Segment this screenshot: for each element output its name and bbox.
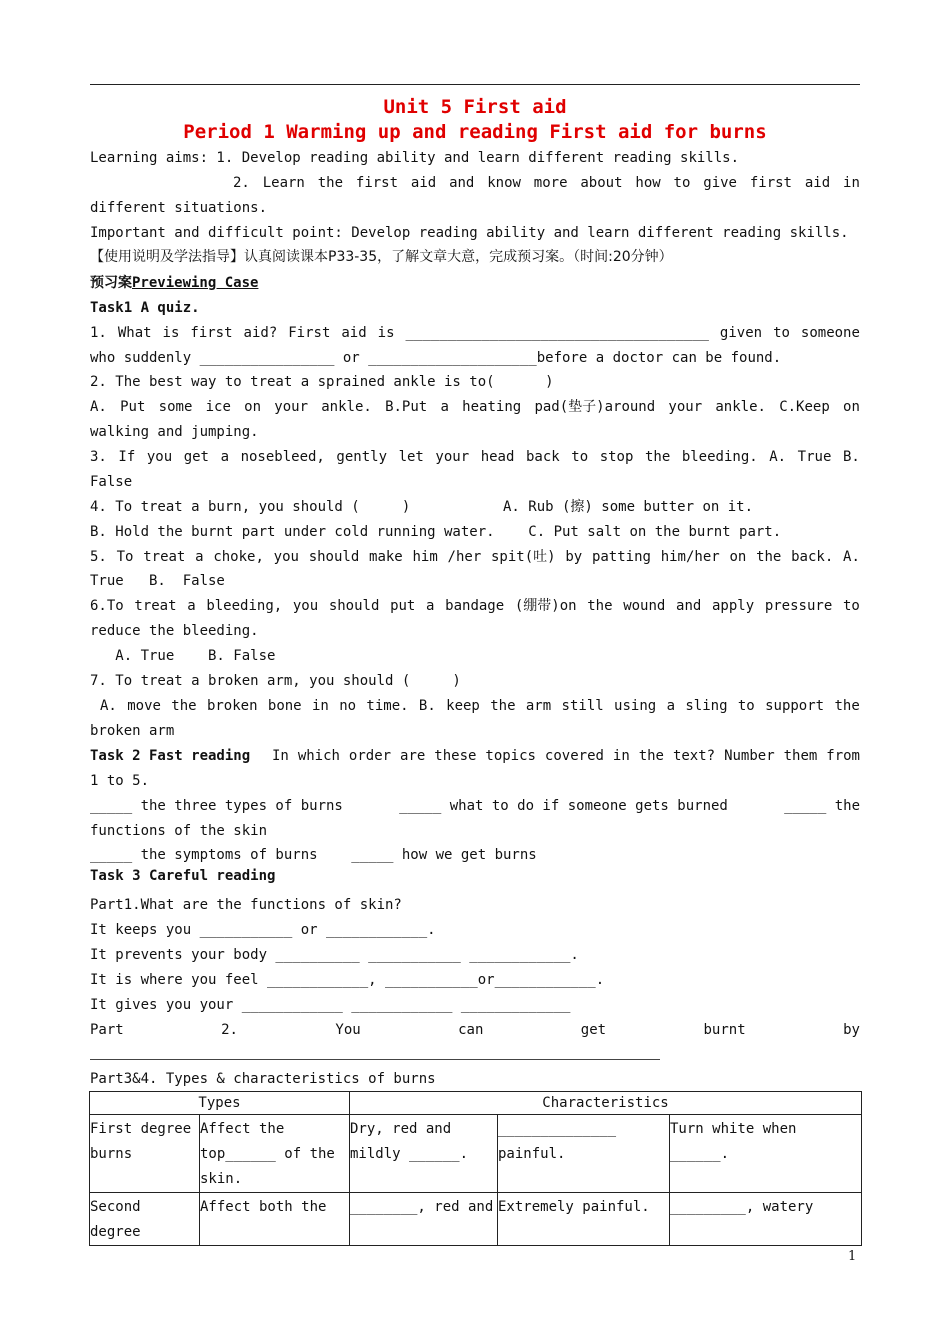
word: A. <box>100 698 117 714</box>
word: wound <box>623 598 666 614</box>
word: still <box>561 698 604 714</box>
word: First <box>288 325 331 341</box>
previewing-heading-cn: 预习案 <box>90 275 132 291</box>
word: Number <box>724 748 775 764</box>
word: to <box>842 598 860 614</box>
word: some <box>158 399 193 415</box>
task1-heading: Task1 A quiz. <box>90 300 200 316</box>
word: burnt <box>703 1022 746 1038</box>
word: on <box>244 399 262 415</box>
previewing-heading-en: Previewing Case <box>132 275 259 291</box>
word: ____________________________________ <box>405 325 709 341</box>
word: and <box>676 598 702 614</box>
word: 6.To <box>90 598 124 614</box>
important-point: Important and difficult point: Develop reading ability and learn different reading skills. <box>90 225 849 241</box>
word: A. <box>843 549 860 565</box>
word: back <box>525 449 560 465</box>
question-4-options: B. Hold the burnt part under cold running water. C. Put salt on the burnt part. <box>90 524 782 540</box>
word: 2. <box>221 1022 238 1038</box>
word: you <box>273 549 299 565</box>
word: by <box>565 549 583 565</box>
learning-aims-line1: Learning aims: 1. Develop reading ability and learn different reading skills. <box>90 150 740 166</box>
word: put <box>390 598 416 614</box>
question-7-end: broken arm <box>90 723 175 739</box>
word: let <box>398 449 424 465</box>
word: your <box>274 399 308 415</box>
question-6 <box>90 597 860 615</box>
word: choke, <box>213 549 264 565</box>
word: a <box>440 399 449 415</box>
word: to <box>571 449 589 465</box>
word: given <box>719 325 763 341</box>
word: stop <box>599 449 634 465</box>
page-number: 1 <box>848 1249 857 1264</box>
table-cell: Turn white when ______. <box>670 1115 862 1193</box>
word: bandage <box>445 598 505 614</box>
word: these <box>434 748 477 764</box>
word: on <box>729 549 747 565</box>
word: 2. <box>233 175 250 191</box>
word: should <box>328 598 380 614</box>
question-3 <box>90 448 860 466</box>
word: aid <box>341 325 367 341</box>
word: Learn <box>262 175 305 191</box>
word: What <box>117 325 152 341</box>
word: the <box>171 698 197 714</box>
skin-function-1: It keeps you ___________ or ____________. <box>90 922 436 938</box>
word: support <box>765 698 825 714</box>
word: treat <box>143 549 186 565</box>
word: bleeding, <box>206 598 283 614</box>
word: you <box>146 449 173 465</box>
word: your <box>668 399 703 415</box>
word: make <box>369 549 403 565</box>
task2-instruction <box>272 747 860 765</box>
table-row <box>90 1193 862 1246</box>
question-1-line2: who suddenly ________________ or ____________________before a doctor can be found. <box>90 350 782 366</box>
word: If <box>118 449 136 465</box>
word: a <box>195 549 204 565</box>
word: order <box>348 748 392 764</box>
task2-topics-row1 <box>90 797 860 815</box>
word: sling <box>685 698 728 714</box>
question-5-end: True B. False <box>90 573 225 589</box>
word: more <box>533 175 568 191</box>
word: how <box>635 175 661 191</box>
word: pressure <box>764 598 833 614</box>
task2-topics-row1-end: functions of the skin <box>90 823 268 839</box>
table-cell: Affect both the <box>200 1193 350 1246</box>
word: the <box>756 549 782 565</box>
word: (绷带)on <box>514 598 577 614</box>
word: Put <box>120 399 146 415</box>
word: bone <box>267 698 302 714</box>
word: bleeding. <box>681 449 758 465</box>
word: 1. <box>90 325 107 341</box>
word: 3. <box>90 449 107 465</box>
word: gently <box>336 449 387 465</box>
question-1-line1 <box>90 324 860 342</box>
question-6-end: reduce the bleeding. <box>90 623 259 639</box>
word: A. <box>769 449 787 465</box>
word: aid <box>410 175 437 191</box>
table-cell: Second degree <box>90 1193 200 1246</box>
question-7-options <box>100 697 860 715</box>
table-cell: Affect the top______ of the skin. <box>200 1115 350 1193</box>
word: is <box>162 325 180 341</box>
word: know <box>487 175 521 191</box>
task2-instruction-end: 1 to 5. <box>90 773 150 789</box>
burns-table <box>89 1091 862 1246</box>
table-cell: Extremely painful. <box>498 1193 670 1246</box>
word: _____ the three types of burns <box>90 798 343 814</box>
word: your <box>435 449 470 465</box>
word: patting <box>591 549 651 565</box>
word: ankle. <box>715 399 766 415</box>
word: covered <box>544 748 604 764</box>
word: can <box>458 1022 484 1038</box>
skin-function-3: It is where you feel ____________, ___________or____________. <box>90 972 605 988</box>
word: heating <box>462 399 522 415</box>
task2-heading: Task 2 Fast reading <box>90 748 251 764</box>
table-header-row <box>90 1092 862 1115</box>
question-5 <box>90 548 860 566</box>
word: 5. <box>90 549 107 565</box>
question-2-end: walking and jumping. <box>90 424 259 440</box>
word: in <box>311 698 329 714</box>
table-row <box>90 1115 862 1193</box>
word: apply <box>712 598 755 614</box>
word: the <box>317 175 344 191</box>
word: A. <box>90 399 107 415</box>
word: from <box>826 748 860 764</box>
word: keep <box>446 698 480 714</box>
word: should <box>308 549 360 565</box>
word: _____ what to do if someone gets burned <box>399 798 728 814</box>
word: C.Keep <box>779 399 830 415</box>
header-types: Types <box>90 1092 350 1115</box>
word: back. <box>791 549 834 565</box>
word: ankle. <box>321 399 372 415</box>
instructions: 【使用说明及学法指导】认真阅读课本P33-35，了解文章大意，完成预习案。（时间:20分钟） <box>90 249 673 265</box>
word: a <box>187 598 196 614</box>
word: him <box>412 549 438 565</box>
word: in <box>612 748 630 764</box>
learning-aims-line2 <box>233 174 860 192</box>
part2-answer-line <box>90 1059 660 1060</box>
word: a <box>220 449 229 465</box>
word: True <box>797 449 832 465</box>
word: in <box>843 175 860 191</box>
word: get <box>580 1022 607 1038</box>
word: to <box>737 698 755 714</box>
word: move <box>127 698 161 714</box>
word: by <box>843 1022 860 1038</box>
word: B. <box>418 698 436 714</box>
word: the <box>490 698 516 714</box>
word: the <box>587 598 613 614</box>
word: arm <box>525 698 552 714</box>
word: text? <box>672 748 716 764</box>
top-rule <box>90 84 860 85</box>
skin-function-4: It gives you your ____________ ____________ _____________ <box>90 997 571 1013</box>
word: To <box>116 549 134 565</box>
word: spit(吐) <box>491 549 556 565</box>
word: the <box>834 698 860 714</box>
task2-topics-row2: _____ the symptoms of burns _____ how we get burns <box>90 847 537 863</box>
table-cell: Dry, red and mildly ______. <box>350 1115 498 1193</box>
table-cell: _________, watery <box>670 1193 862 1246</box>
previewing-heading <box>90 274 258 292</box>
header-characteristics: Characteristics <box>350 1092 862 1115</box>
word: about <box>580 175 623 191</box>
word: Part <box>90 1022 124 1038</box>
word: to <box>673 175 691 191</box>
question-7: 7. To treat a broken arm, you should ( ) <box>90 673 461 689</box>
word: first <box>190 325 233 341</box>
word: and <box>449 175 475 191</box>
word: topics <box>485 748 536 764</box>
word: B.Put <box>385 399 428 415</box>
skin-function-2: It prevents your body __________ ___________ ____________. <box>90 947 579 963</box>
word: first <box>749 175 792 191</box>
word: someone <box>800 325 860 341</box>
part2-line <box>90 1021 860 1039</box>
word: the <box>644 449 671 465</box>
question-2: 2. The best way to treat a sprained ankle is to( ) <box>90 374 554 390</box>
part1-question: Part1.What are the functions of skin? <box>90 897 402 913</box>
word: on <box>843 399 860 415</box>
part34-heading: Part3&4. Types & characteristics of burns <box>90 1071 436 1087</box>
period-title: Period 1 Warming up and reading First aid for burns <box>183 121 767 143</box>
table-cell: First degree burns <box>90 1115 200 1193</box>
word: head <box>480 449 515 465</box>
word: pad(垫子)around <box>534 399 656 415</box>
word: /her <box>447 549 482 565</box>
word: nosebleed, <box>240 449 325 465</box>
word: a <box>426 598 435 614</box>
word: you <box>292 598 319 614</box>
word: first <box>355 175 399 191</box>
word: using <box>614 698 657 714</box>
question-4: 4. To treat a burn, you should ( ) A. Rub (擦) some butter on it. <box>90 499 754 515</box>
word: the <box>638 748 664 764</box>
word: get <box>183 449 209 465</box>
word: ice <box>205 399 231 415</box>
word: no <box>339 698 357 714</box>
word: give <box>703 175 737 191</box>
word: _____ the <box>784 798 860 814</box>
word: a <box>666 698 675 714</box>
word: aid? <box>243 325 278 341</box>
question-2-options <box>90 398 860 416</box>
word: to <box>773 325 790 341</box>
word: time. <box>366 698 409 714</box>
word: broken <box>206 698 258 714</box>
task3-heading: Task 3 Careful reading <box>90 868 276 884</box>
question-3-end: False <box>90 474 133 490</box>
table-cell: ______________ painful. <box>498 1115 670 1193</box>
unit-title: Unit 5 First aid <box>383 96 567 118</box>
word: B. <box>842 449 860 465</box>
word: aid <box>804 175 831 191</box>
question-6-options: A. True B. False <box>90 648 276 664</box>
word: treat <box>134 598 177 614</box>
word: In <box>272 748 289 764</box>
word: him/her <box>660 549 720 565</box>
learning-aims-line3: different situations. <box>90 200 268 216</box>
word: which <box>297 748 340 764</box>
word: is <box>377 325 395 341</box>
word: them <box>783 748 818 764</box>
table-cell: ________, red and <box>350 1193 498 1246</box>
word: You <box>335 1022 361 1038</box>
word: are <box>400 748 426 764</box>
